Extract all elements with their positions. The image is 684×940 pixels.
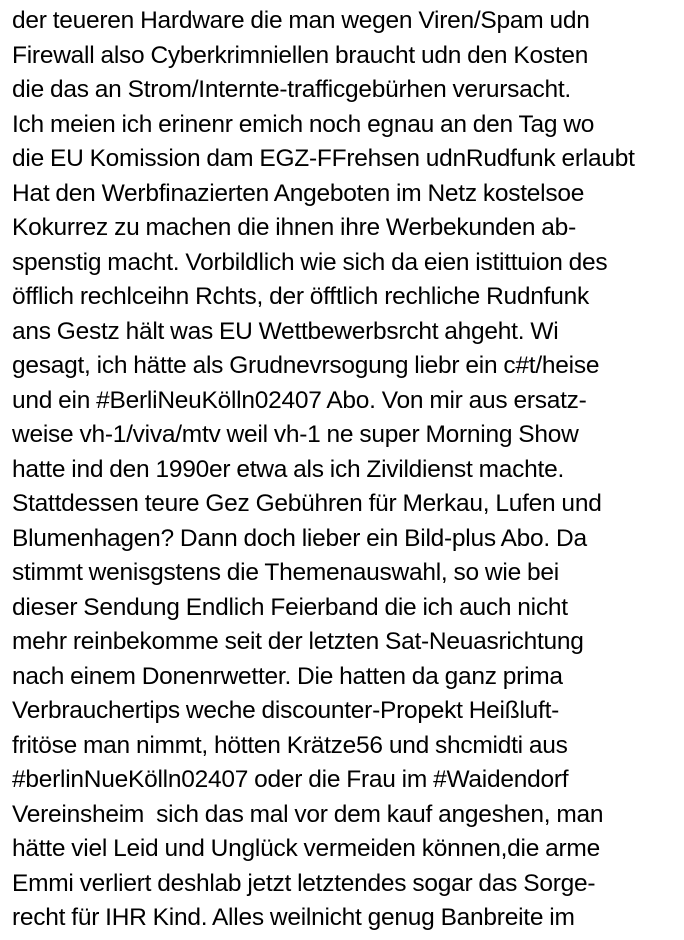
text-line: hatte ind den 1990er etwa als ich Zivildienst machte. xyxy=(12,455,565,483)
text-line: stimmt wenisgstens die Themenauswahl, so wie bei xyxy=(12,559,559,586)
text-line: öfflich rechlceihn Rchts, der öfftlich rechliche Rudnfunk xyxy=(12,283,589,310)
text-line: fritöse man nimmt, hötten Krätze56 und shcmidti aus xyxy=(12,731,568,759)
text-line: Firewall also Cyberkrimniellen braucht udn den Kosten xyxy=(12,41,589,69)
text-line: gesagt, ich hätte als Grudnevrsogung liebr ein c#t/heise xyxy=(12,352,600,379)
text-line: spenstig macht. Vorbildlich wie sich da eien istittuion des xyxy=(12,248,608,276)
text-line: Kokurrez zu machen die ihnen ihre Werbekunden ab- xyxy=(12,214,576,241)
text-line: #berlinNueKölln02407 oder die Frau im #Waidendorf xyxy=(12,766,569,793)
text-line: recht für IHR Kind. Alles weilnicht genug Banbreite im xyxy=(12,904,575,931)
text-line: die EU Komission dam EGZ-FFrehsen udnRudfunk erlaubt xyxy=(12,145,635,172)
text-line: Vereinsheim sich das mal vor dem kauf angeshen, man xyxy=(12,800,604,828)
text-line: und ein #BerliNeuKölln02407 Abo. Von mir aus ersatz- xyxy=(12,386,587,414)
text-line: Blumenhagen? Dann doch lieber ein Bild-plus Abo. Da xyxy=(12,524,587,552)
text-line: dieser Sendung Endlich Feierband die ich auch nicht xyxy=(12,593,568,621)
text-line: der teueren Hardware die man wegen Viren/Spam udn xyxy=(12,7,590,34)
text-line: mehr reinbekomme seit der letzten Sat-Neuasrichtung xyxy=(12,628,584,655)
text-line: Hat den Werbfinazierten Angeboten im Netz kostelsoe xyxy=(12,179,585,207)
text-line: ans Gestz hält was EU Wettbewerbsrcht ahgeht. Wi xyxy=(12,317,559,345)
body-text xyxy=(12,4,680,936)
text-line: Emmi verliert deshlab jetzt letztendes sogar das Sorge- xyxy=(12,869,596,897)
text-line: weise vh-1/viva/mtv weil vh-1 ne super Morning Show xyxy=(12,421,579,448)
text-line: nach einem Donenrwetter. Die hatten da ganz prima xyxy=(12,662,563,690)
text-line: Ich meien ich erinenr emich noch egnau an den Tag wo xyxy=(12,110,595,138)
text-line: die das an Strom/Internte-trafficgebürhen verursacht. xyxy=(12,76,571,103)
text-line: Stattdessen teure Gez Gebühren für Merkau, Lufen und xyxy=(12,490,602,517)
text-line: hätte viel Leid und Unglück vermeiden können,die arme xyxy=(12,835,600,862)
text-line: Verbrauchertips weche discounter-Propekt Heißluft- xyxy=(12,697,560,724)
